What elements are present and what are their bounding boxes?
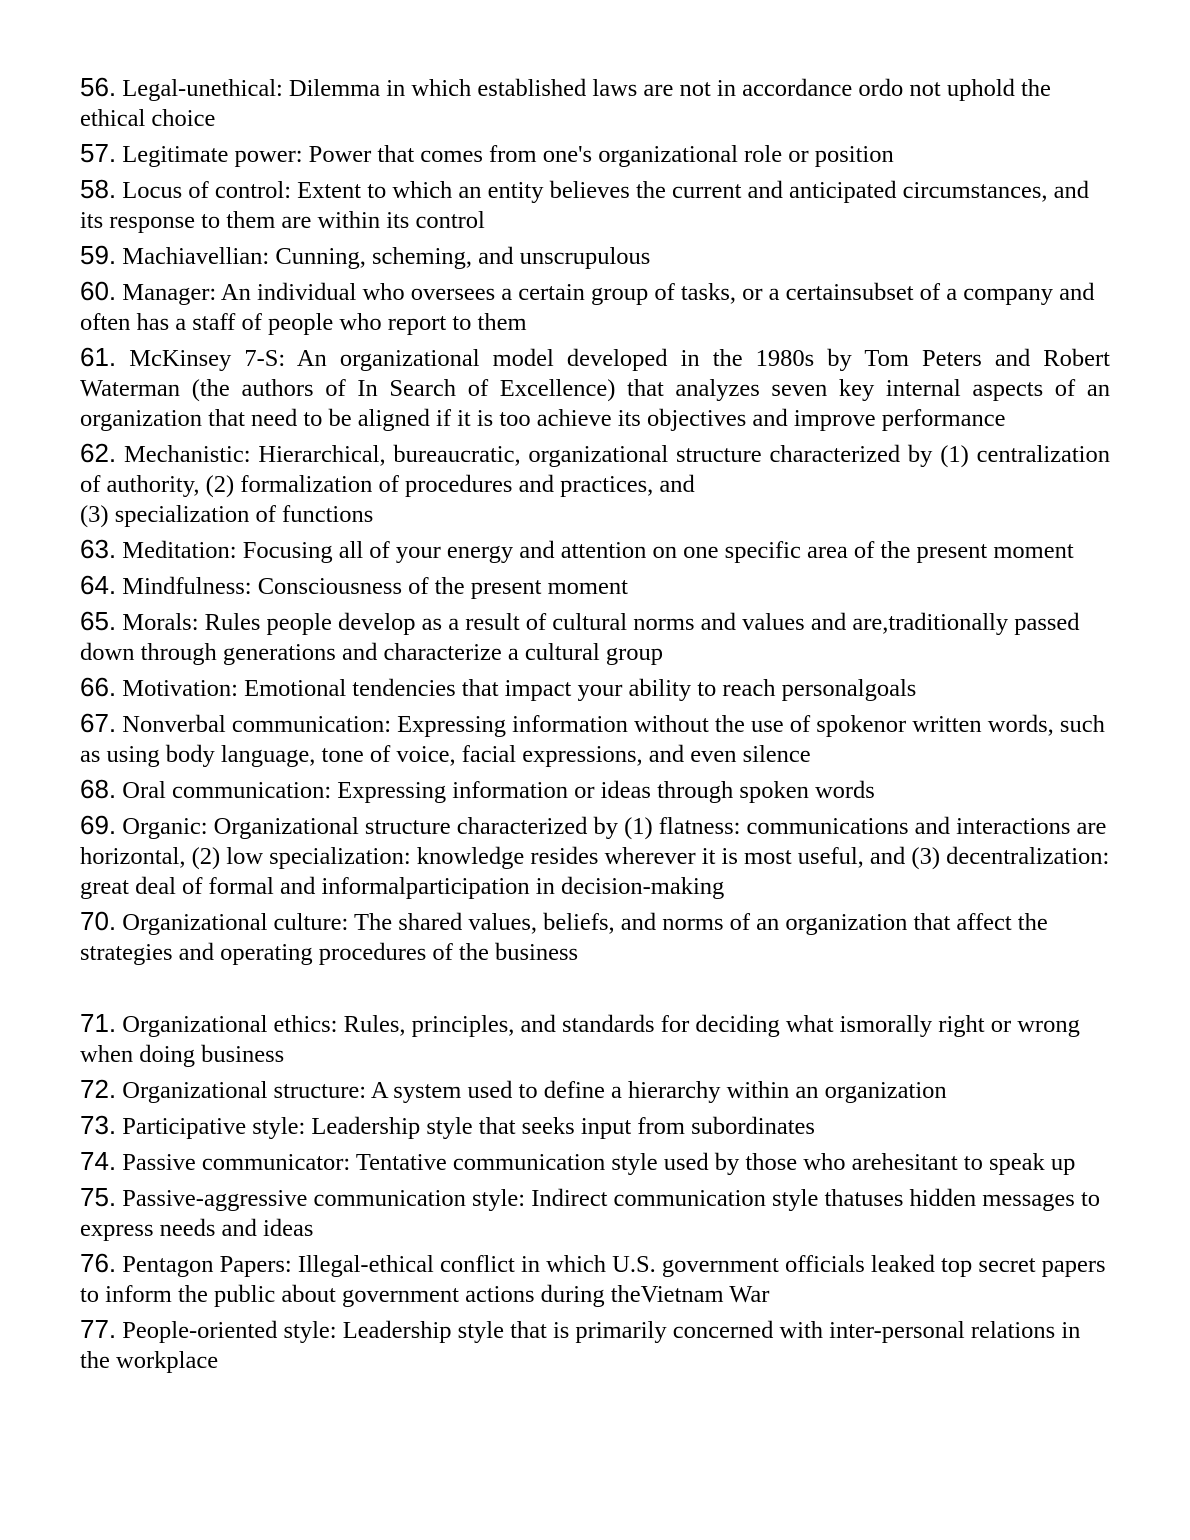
glossary-entry-72 (80, 1074, 1110, 1106)
entry-number: 66. (80, 672, 117, 702)
entry-number: 72. (80, 1074, 117, 1104)
entry-text: Manager: An individual who oversees a certain group of tasks, or a certainsubset of a company and often has a staff of people who report to them (80, 279, 1095, 336)
entry-number: 58. (80, 174, 117, 204)
entry-number: 77. (80, 1314, 117, 1344)
entry-number: 73. (80, 1110, 117, 1140)
entry-text: Mechanistic: Hierarchical, bureaucratic, organizational structure characterized by (1) centralization of authority, (2) formalization of procedures and practices, and (80, 441, 1110, 498)
entry-number: 57. (80, 138, 117, 168)
entry-number: 68. (80, 774, 117, 804)
entry-number: 60. (80, 276, 117, 306)
entry-text: Passive-aggressive communication style: Indirect communication style thatuses hidden messages to express needs and ideas (80, 1185, 1101, 1242)
entry-number: 64. (80, 570, 117, 600)
glossary-entry-70 (80, 906, 1110, 968)
glossary-entry-65 (80, 606, 1110, 668)
glossary-page (80, 72, 1110, 1380)
entry-text: Legal-unethical: Dilemma in which established laws are not in accordance ordo not uphold the ethical choice (80, 75, 1051, 132)
entry-number: 59. (80, 240, 117, 270)
glossary-entry-76 (80, 1248, 1110, 1310)
entry-number: 67. (80, 708, 117, 738)
glossary-entry-66 (80, 672, 1110, 704)
entry-text: Mindfulness: Consciousness of the present moment (122, 573, 628, 600)
entry-text: Participative style: Leadership style that seeks input from subordinates (122, 1113, 815, 1140)
entry-text: Morals: Rules people develop as a result of cultural norms and values and are,traditionally passed down through generations and characterize a cultural group (80, 609, 1080, 666)
glossary-entry-60 (80, 276, 1110, 338)
glossary-entry-73 (80, 1110, 1110, 1142)
entry-number: 74. (80, 1146, 117, 1176)
section-gap (80, 972, 1110, 1008)
glossary-entry-59 (80, 240, 1110, 272)
entry-text: Legitimate power: Power that comes from one's organizational role or position (122, 141, 894, 168)
glossary-entry-68 (80, 774, 1110, 806)
glossary-entry-74 (80, 1146, 1110, 1178)
entry-text: Motivation: Emotional tendencies that impact your ability to reach personalgoals (122, 675, 917, 702)
entry-number: 65. (80, 606, 117, 636)
glossary-entry-63 (80, 534, 1110, 566)
entry-number: 63. (80, 534, 117, 564)
entry-text: Nonverbal communication: Expressing information without the use of spokenor written words, such as using body language, tone of voice, facial expressions, and even silence (80, 711, 1105, 768)
glossary-entry-62 (80, 438, 1110, 530)
entry-number: 62. (80, 438, 117, 468)
entry-text-continuation: (3) specialization of functions (80, 501, 374, 528)
entry-number: 56. (80, 72, 117, 102)
entry-text: Organizational culture: The shared values, beliefs, and norms of an organization that affect the strategies and operating procedures of the business (80, 909, 1048, 966)
entry-number: 71. (80, 1008, 117, 1038)
glossary-entry-69 (80, 810, 1110, 902)
entry-text: Organizational ethics: Rules, principles, and standards for deciding what ismorally right or wrong when doing business (80, 1011, 1080, 1068)
entry-text: Oral communication: Expressing information or ideas through spoken words (122, 777, 875, 804)
entry-number: 70. (80, 906, 117, 936)
glossary-entry-77 (80, 1314, 1110, 1376)
glossary-entry-64 (80, 570, 1110, 602)
entry-text: Pentagon Papers: Illegal-ethical conflict in which U.S. government officials leaked top secret papers to inform the public about government actions during theVietnam War (80, 1251, 1106, 1308)
glossary-entry-61 (80, 342, 1110, 434)
entry-text: Passive communicator: Tentative communication style used by those who arehesitant to speak up (122, 1149, 1076, 1176)
glossary-entry-71 (80, 1008, 1110, 1070)
entry-text: Locus of control: Extent to which an entity believes the current and anticipated circumstances, and its response to them are within its control (80, 177, 1090, 234)
glossary-entry-56 (80, 72, 1110, 134)
glossary-entry-57 (80, 138, 1110, 170)
entry-text: Machiavellian: Cunning, scheming, and unscrupulous (122, 243, 651, 270)
entry-number: 76. (80, 1248, 117, 1278)
entry-text: Meditation: Focusing all of your energy and attention on one specific area of the present moment (122, 537, 1074, 564)
entry-text: Organizational structure: A system used to define a hierarchy within an organization (122, 1077, 947, 1104)
entry-text: Organic: Organizational structure characterized by (1) flatness: communications and interactions are horizontal, (2) low specialization: knowledge resides wherever it is most useful, and (3) decentralization: great deal of formal and informalparticipation in decision-making (80, 813, 1110, 900)
glossary-entry-67 (80, 708, 1110, 770)
glossary-entry-75 (80, 1182, 1110, 1244)
entry-number: 61. (80, 342, 117, 372)
entry-text: People-oriented style: Leadership style that is primarily concerned with inter-personal relations in the workplace (80, 1317, 1081, 1374)
entry-text: McKinsey 7-S: An organizational model developed in the 1980s by Tom Peters and Robert Waterman (the authors of In Search of Excellence) that analyzes seven key internal aspects of an organization that need to be aligned if it is too achieve its objectives and improve performance (80, 345, 1110, 432)
entry-number: 75. (80, 1182, 117, 1212)
entry-number: 69. (80, 810, 117, 840)
glossary-entry-58 (80, 174, 1110, 236)
